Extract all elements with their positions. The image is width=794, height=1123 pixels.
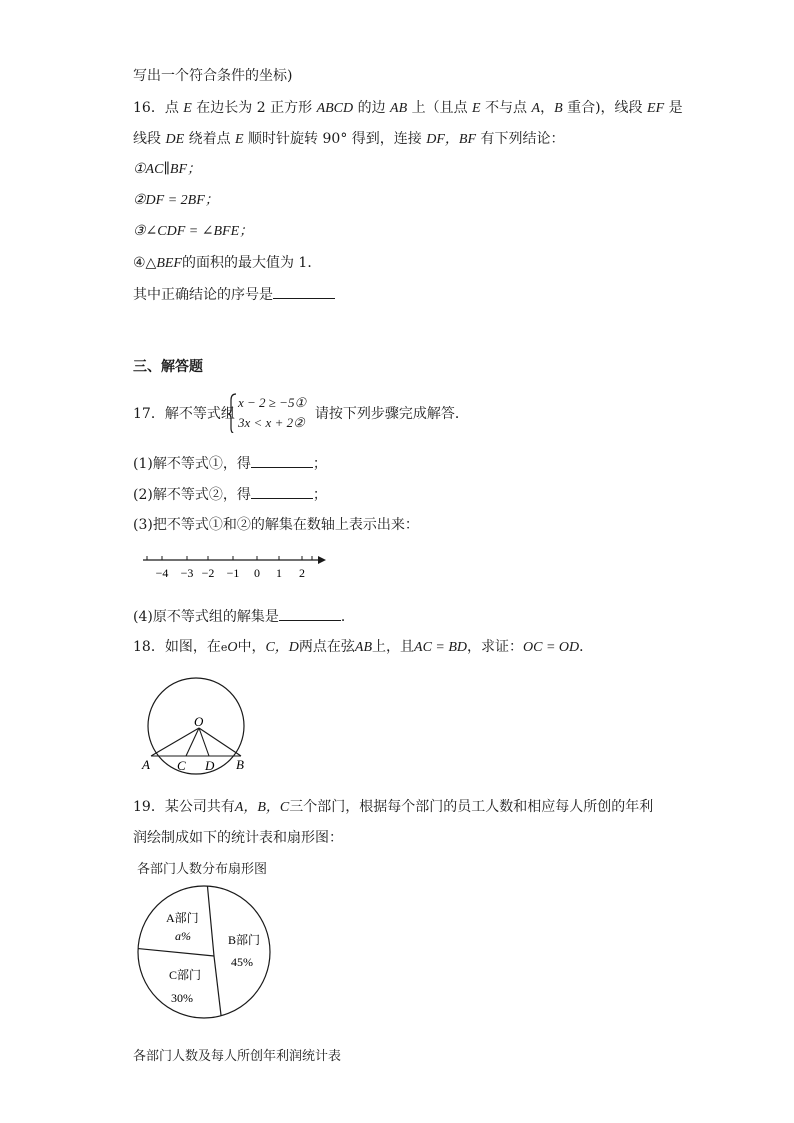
tick-label: −3 (180, 566, 194, 580)
var-DF-BF: DF，BF (426, 132, 476, 147)
tick-label: −4 (155, 566, 169, 580)
var-ABC: A，B，C (234, 800, 290, 815)
q16-text: 线段 (133, 131, 161, 147)
label-C: C (177, 758, 186, 773)
circle-figure (140, 676, 252, 776)
q16-text: 的边 (357, 100, 386, 116)
var-B: B (554, 101, 563, 116)
slice-value-b: 45% (231, 955, 253, 969)
q18-text: 两点在弦 (298, 639, 355, 655)
q17-text: 请按下列步骤完成解答． (314, 406, 469, 422)
step-text: (4)原不等式组的解集是 (133, 609, 279, 625)
conclusion-4 (133, 253, 321, 274)
var-A: A (531, 101, 541, 116)
q16-text: 绕着点 (188, 131, 231, 147)
slice-label-c: C部门 (169, 968, 202, 982)
var-E: E (235, 132, 244, 147)
conclusion-1: ①AC∥BF； (133, 162, 202, 177)
q16-text: 顺时针旋转 (248, 131, 319, 147)
q19-number: 19．某公司共有 (133, 799, 235, 815)
step-text: (1)解不等式①，得 (133, 456, 251, 472)
number-line (140, 550, 340, 586)
q17-step3: (3)把不等式①和②的解集在数轴上表示出来： (133, 517, 419, 533)
step-text: (2)解不等式②，得 (133, 487, 251, 503)
slice-divider-ca (138, 949, 214, 956)
q18-text: ，求证： (467, 639, 524, 655)
inequality-2: 3x < x + 2② (238, 415, 305, 430)
inequality-system (238, 393, 306, 433)
q18-line (133, 637, 593, 658)
q19-line2: 润绘制成如下的统计表和扇形图： (133, 830, 343, 846)
slice-label-a: A部门 (166, 911, 199, 925)
label-B: B (236, 757, 244, 772)
section-heading: 三、解答题 (133, 359, 203, 375)
table-title: 各部门人数及每人所创年利润统计表 (133, 1049, 342, 1064)
var-OC-OD: OC = OD (523, 640, 580, 655)
var-C-D: C，D (265, 640, 299, 655)
slice-label-b: B部门 (228, 933, 261, 947)
q16-answer-prompt: 其中正确结论的序号是 (133, 287, 273, 303)
conclusion-2: ②DF = 2BF； (133, 193, 219, 208)
tick-label: −1 (226, 566, 240, 580)
tick-label: 0 (254, 566, 260, 580)
q16-text: 上（且点 (411, 100, 468, 116)
q16-text: 不与点 (485, 100, 528, 116)
text-continuation: 写出一个符合条件的坐标) (133, 68, 293, 84)
q16-text: 有下列结论： (480, 131, 565, 147)
segment-OD (199, 728, 209, 756)
answer-blank[interactable] (279, 606, 341, 621)
label-D: D (205, 758, 215, 773)
q16-number: 16．点 (133, 100, 179, 116)
answer-blank[interactable] (251, 453, 313, 468)
conclusion-3: ③∠CDF = ∠BFE； (133, 224, 254, 239)
q16-line2 (133, 129, 564, 150)
c4-text: 的面积的最大值为 1． (181, 255, 322, 271)
punct: ． (579, 639, 594, 655)
q16-text: 重合)，线段 (567, 100, 643, 116)
answer-blank[interactable] (273, 284, 335, 299)
slice-value-a: a% (175, 929, 191, 943)
brace-icon (228, 393, 236, 433)
c4-prefix: ④△ (133, 255, 157, 271)
punct: ； (312, 456, 327, 472)
var-E: E (183, 101, 192, 116)
q17-step2 (133, 484, 327, 505)
q16-answer-line (133, 284, 335, 305)
slice-divider-bc (214, 956, 221, 1016)
punct: ； (312, 487, 327, 503)
label-A: A (142, 757, 150, 772)
pie-outline (138, 886, 270, 1018)
circle-symbol: e (220, 641, 228, 654)
q16-text: 得到，连接 (351, 131, 422, 147)
inequality-1: x − 2 ≥ −5① (238, 395, 307, 410)
q17-step4 (133, 606, 355, 627)
q18-text: 中， (237, 639, 266, 655)
segment-OB (199, 728, 241, 756)
q17-step1 (133, 453, 327, 474)
var-DE: DE (165, 132, 185, 147)
var-E: E (472, 101, 481, 116)
var-EF: EF (647, 101, 665, 116)
segment-OA (151, 728, 199, 756)
punct: ． (340, 609, 355, 625)
var-O: O (227, 640, 238, 655)
var-AB: AB (354, 640, 373, 655)
q16-text: 在边长为 2 正方形 (196, 100, 313, 116)
label-O: O (194, 714, 204, 729)
q19-text: 三个部门，根据每个部门的员工人数和相应每人所创的年利 (289, 799, 654, 815)
pie-title: 各部门人数分布扇形图 (137, 862, 268, 877)
angle-value: 90° (322, 131, 348, 147)
q16-text: 是 (668, 100, 683, 116)
pie-chart (136, 878, 272, 1028)
tick-label: 1 (276, 566, 282, 580)
q18-text: 上，且 (372, 639, 415, 655)
var-AB: AB (390, 101, 408, 116)
tick-label: 2 (299, 566, 305, 580)
q19-line1 (133, 797, 653, 818)
slice-divider-ab (207, 886, 214, 956)
var-BEF: BEF (156, 256, 182, 271)
var-ABCD: ABCD (316, 101, 354, 116)
answer-blank[interactable] (251, 484, 313, 499)
arrow-icon (318, 556, 326, 564)
tick-label: −2 (201, 566, 215, 580)
q18-number: 18．如图，在 (133, 639, 221, 655)
q16-line1: 16．点 E 在边长为 2 正方形 ABCD 的边 AB 上（且点 E 不与点 A，B 重合)，线段 EF 是 (133, 100, 683, 116)
q17-number: 17．解不等式组 (133, 406, 235, 422)
slice-value-c: 30% (171, 991, 193, 1005)
var-AC-BD: AC = BD (414, 640, 468, 655)
